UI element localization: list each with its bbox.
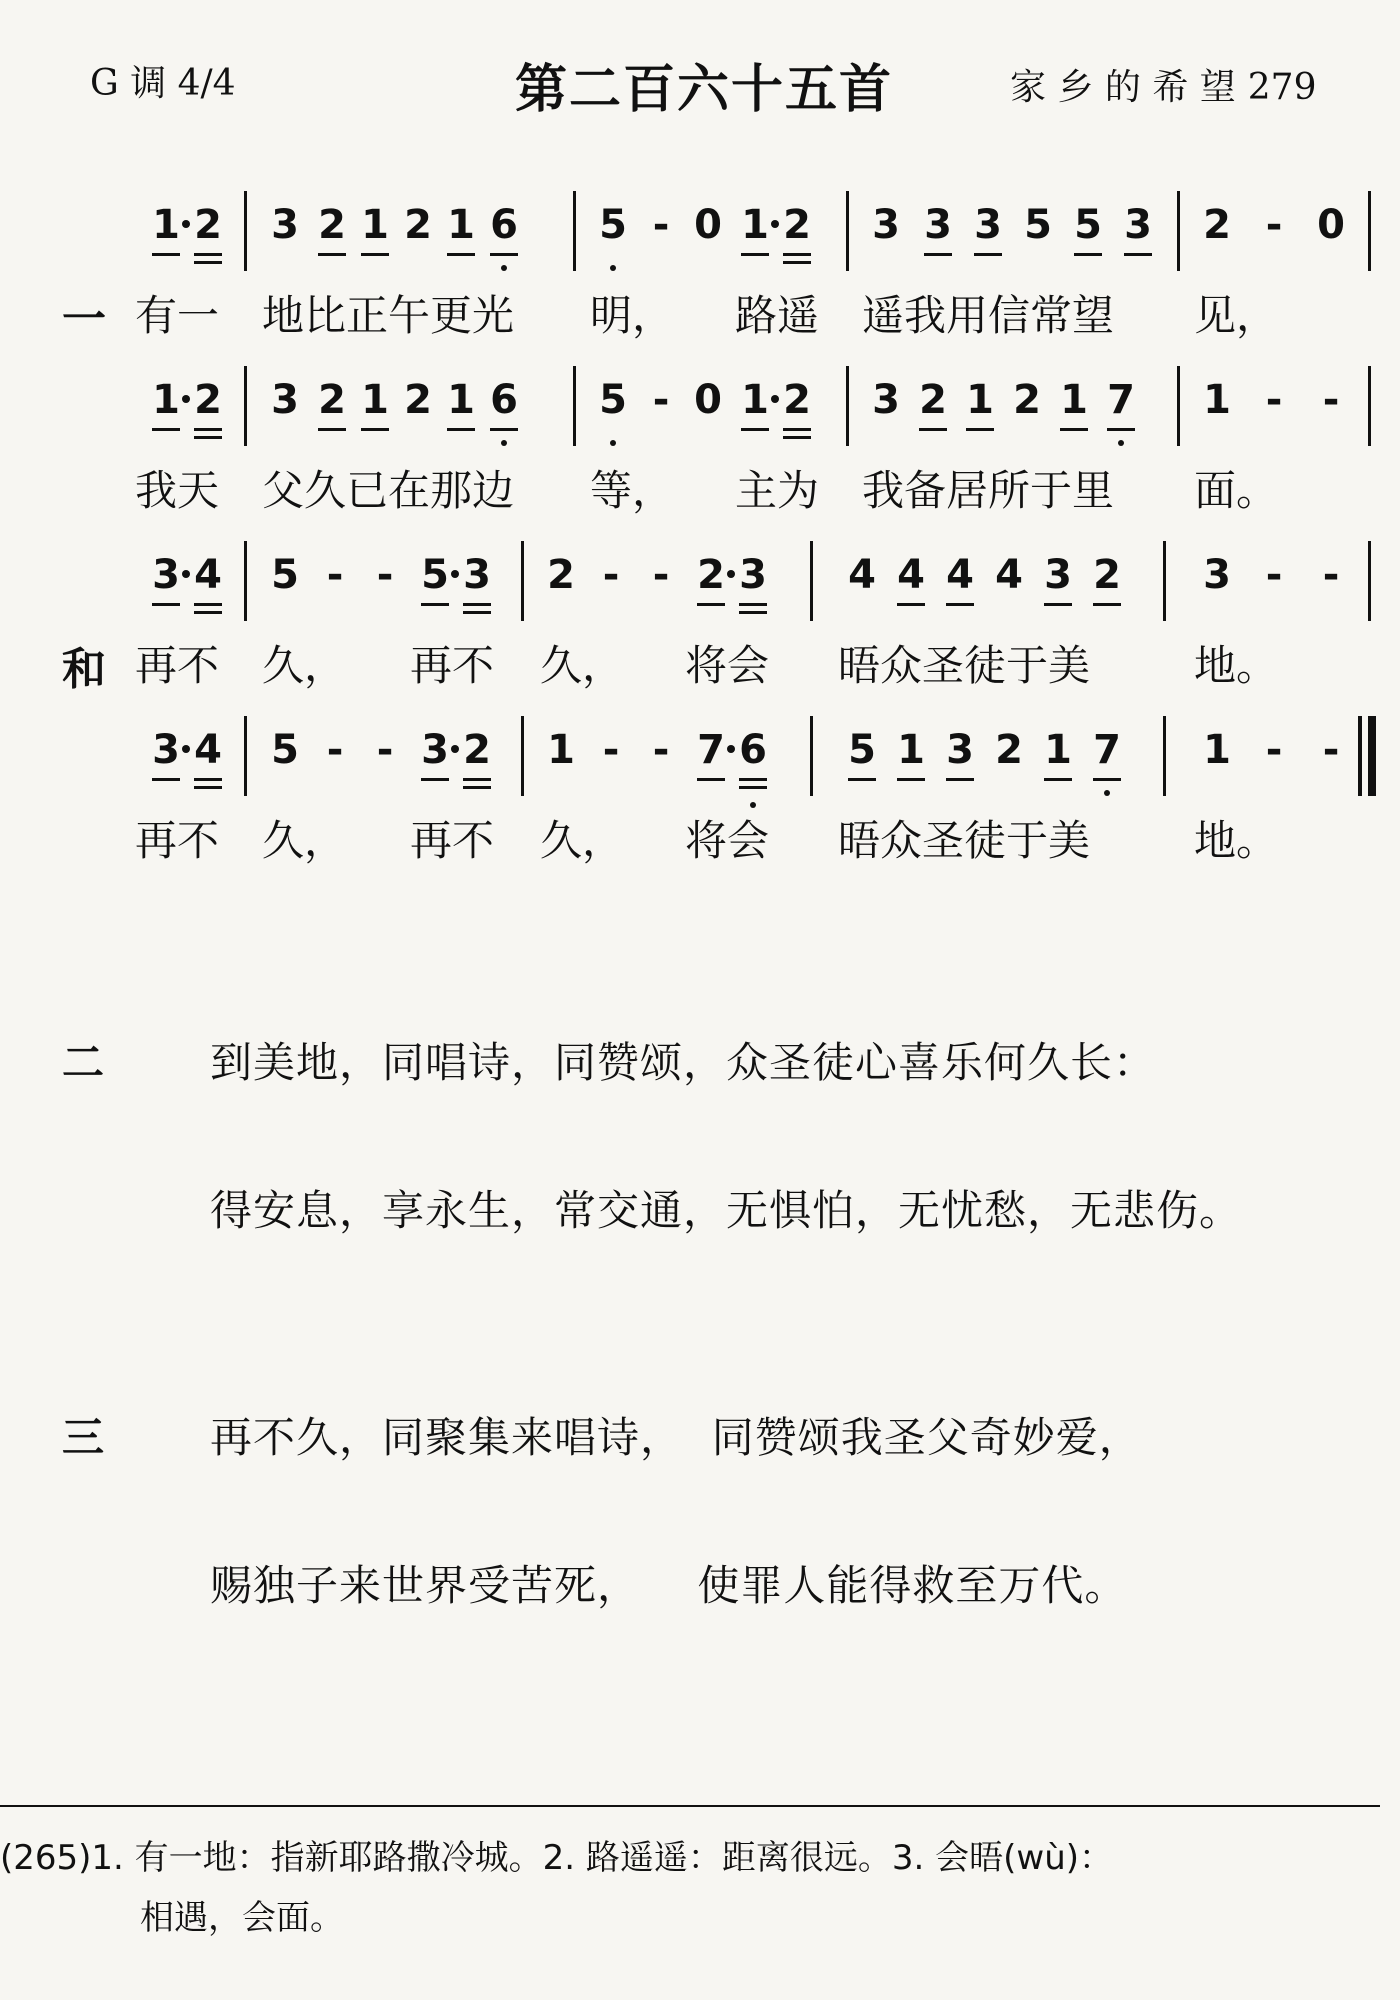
note: 3	[1203, 552, 1231, 598]
lyric: 再不	[410, 816, 495, 865]
lyric: 将会	[685, 816, 770, 865]
note: -	[1265, 552, 1283, 598]
lyric: 地。	[1194, 816, 1279, 865]
note: -	[376, 727, 394, 773]
note: 0	[694, 202, 722, 248]
note: 3	[1038, 555, 1078, 595]
footnote-divider	[0, 1805, 1380, 1807]
stanza-line: 再不久，同聚集来唱诗， 同赞颂我圣父奇妙爱，	[210, 1413, 1142, 1462]
note: 6	[733, 730, 773, 770]
page-header	[0, 55, 1400, 120]
note: 1	[735, 380, 775, 420]
note: 3	[1118, 205, 1158, 245]
lyric-row	[0, 444, 1400, 515]
note: -	[1265, 727, 1283, 773]
note: 5	[271, 552, 299, 598]
note: 4	[848, 552, 876, 598]
lyric: 久，	[540, 816, 625, 865]
note: 2	[1087, 555, 1127, 595]
note: 2	[404, 377, 432, 423]
note: 3	[872, 202, 900, 248]
note: 6	[484, 380, 524, 420]
verse-label: 一	[62, 294, 106, 345]
note: 2	[312, 205, 352, 245]
note: 1	[1203, 377, 1231, 423]
note: 4	[995, 552, 1023, 598]
lyric: 见，	[1194, 291, 1279, 340]
lyric: 久，	[262, 816, 347, 865]
note: 4	[188, 730, 228, 770]
note: 2	[312, 380, 352, 420]
note: 0	[694, 377, 722, 423]
note: 1	[735, 205, 775, 245]
note: 2	[777, 380, 817, 420]
note: 1	[146, 380, 186, 420]
note: -	[602, 727, 620, 773]
note: 3	[457, 555, 497, 595]
lyric: 路遥	[735, 291, 820, 340]
note: 3	[271, 377, 299, 423]
stanza-label: 二	[62, 1038, 105, 1087]
note: 1	[146, 205, 186, 245]
note: -	[652, 552, 670, 598]
lyric: 晤众圣徒于美	[838, 816, 1091, 865]
note: 7	[1087, 730, 1127, 770]
lyric: 久，	[540, 641, 625, 690]
note: 4	[940, 555, 980, 595]
lyric: 地。	[1194, 641, 1279, 690]
lyric: 明，	[590, 291, 675, 340]
lyric: 我天	[135, 466, 220, 515]
stanza-line: 到美地，同唱诗，同赞颂，众圣徒心喜乐何久长：	[210, 1038, 1157, 1087]
stanza-line: 赐独子来世界受苦死， 使罪人能得救至万代。	[210, 1561, 1128, 1610]
note: 3	[940, 730, 980, 770]
note: 1	[891, 730, 931, 770]
note: 7	[1101, 380, 1141, 420]
music-system-3	[0, 552, 1400, 725]
lyric: 遥我用信常望	[862, 291, 1115, 340]
lyric: 将会	[685, 641, 770, 690]
note: -	[1322, 727, 1340, 773]
note: 2	[995, 727, 1023, 773]
note: 2	[547, 552, 575, 598]
note: 2	[188, 205, 228, 245]
note: 5	[842, 730, 882, 770]
note: 3	[415, 730, 455, 770]
music-system-4	[0, 727, 1400, 900]
stanza-label: 三	[62, 1413, 105, 1462]
note: 0	[1317, 202, 1345, 248]
music-system-2	[0, 377, 1400, 550]
lyric-row	[0, 619, 1400, 695]
lyric: 主为	[735, 466, 820, 515]
lyric: 久，	[262, 641, 347, 690]
note: -	[652, 202, 670, 248]
lyric: 再不	[135, 816, 220, 865]
lyric: 有一	[135, 291, 220, 340]
note: -	[652, 727, 670, 773]
note: -	[326, 727, 344, 773]
note: 2	[1203, 202, 1231, 248]
note: 3	[146, 555, 186, 595]
hymn-title: 第二百六十五首	[515, 60, 894, 120]
note: -	[602, 552, 620, 598]
lyric-row	[0, 269, 1400, 345]
note: 2	[1013, 377, 1041, 423]
note: 1	[441, 205, 481, 245]
note: 3	[271, 202, 299, 248]
note: 1	[355, 205, 395, 245]
lyric-row	[0, 794, 1400, 865]
footnote-line-1: (265)1. 有一地：指新耶路撒冷城。2. 路遥遥：距离很远。3. 会晤(wù)：	[0, 1838, 1114, 1878]
key-signature: G 调 4/4	[90, 63, 236, 104]
note: -	[1265, 377, 1283, 423]
note: 1	[441, 380, 481, 420]
note: 5	[415, 555, 455, 595]
note: 1	[1054, 380, 1094, 420]
note: 4	[891, 555, 931, 595]
note: 4	[188, 555, 228, 595]
note: 7	[691, 730, 731, 770]
note: 3	[146, 730, 186, 770]
note: 5	[599, 202, 627, 248]
lyric: 我备居所于里	[862, 466, 1115, 515]
note: 6	[484, 205, 524, 245]
lyric: 晤众圣徒于美	[838, 641, 1091, 690]
lyric: 再不	[410, 641, 495, 690]
lyric: 等，	[590, 466, 675, 515]
note: 5	[1024, 202, 1052, 248]
running-head	[1010, 59, 1317, 110]
note: 2	[777, 205, 817, 245]
note: -	[1322, 377, 1340, 423]
note: 2	[691, 555, 731, 595]
note: 2	[457, 730, 497, 770]
hymnal-name: 家 乡 的 希 望	[1010, 67, 1236, 108]
note: 1	[1203, 727, 1231, 773]
note: -	[1265, 202, 1283, 248]
note: 1	[960, 380, 1000, 420]
footnote	[0, 1828, 1380, 1948]
note: 5	[271, 727, 299, 773]
note: 2	[913, 380, 953, 420]
page-number: 279	[1247, 67, 1317, 108]
note: 5	[1068, 205, 1108, 245]
lyric: 面。	[1194, 466, 1279, 515]
music-system-1	[0, 202, 1400, 375]
footnote-line-2: 相遇，会面。	[140, 1898, 344, 1938]
note: -	[326, 552, 344, 598]
lyric: 地比正午更光	[262, 291, 515, 340]
note: -	[376, 552, 394, 598]
stanza-line: 得安息，享永生，常交通，无惧怕，无忧愁，无悲伤。	[210, 1186, 1243, 1235]
note: 1	[1038, 730, 1078, 770]
note: 1	[355, 380, 395, 420]
note: 5	[599, 377, 627, 423]
note: -	[652, 377, 670, 423]
note: 3	[733, 555, 773, 595]
note: -	[1322, 552, 1340, 598]
note: 3	[968, 205, 1008, 245]
note: 3	[918, 205, 958, 245]
chorus-label: 和	[62, 644, 106, 695]
note: 2	[404, 202, 432, 248]
lyric: 再不	[135, 641, 220, 690]
note: 3	[872, 377, 900, 423]
lyric: 父久已在那边	[262, 466, 515, 515]
note: 1	[547, 727, 575, 773]
note: 2	[188, 380, 228, 420]
